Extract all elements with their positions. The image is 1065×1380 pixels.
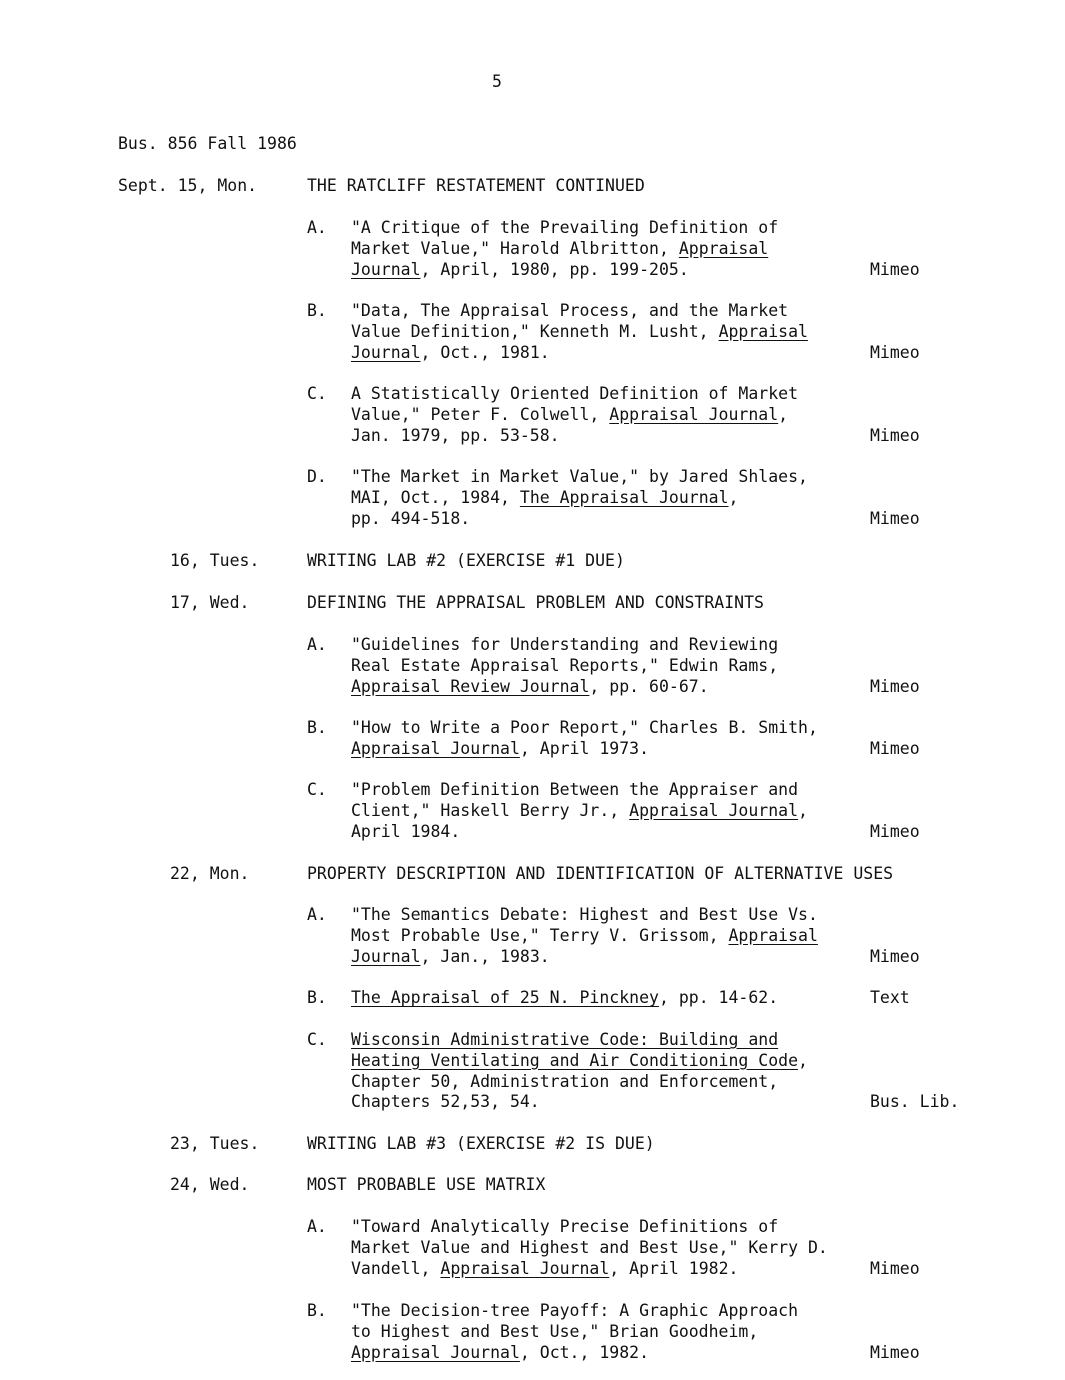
schedule-topic: WRITING LAB #3 (EXERCISE #2 IS DUE) bbox=[307, 1134, 655, 1153]
reading-source: Mimeo bbox=[870, 1258, 920, 1278]
reading-source: Mimeo bbox=[870, 946, 920, 966]
reading-source: Mimeo bbox=[870, 425, 920, 445]
citation-line bbox=[351, 405, 798, 426]
schedule-date: Sept. 15, Mon. bbox=[118, 176, 258, 195]
citation-line bbox=[351, 635, 778, 656]
citation-line bbox=[351, 218, 778, 239]
citation-text: , bbox=[798, 1050, 808, 1070]
reading-source: Mimeo bbox=[870, 676, 920, 696]
schedule-topic: WRITING LAB #2 (EXERCISE #1 DUE) bbox=[307, 551, 625, 570]
reading-letter: A. bbox=[307, 905, 327, 924]
citation-line bbox=[351, 322, 808, 343]
reading-source: Text bbox=[870, 988, 910, 1007]
schedule-date: 22, Mon. bbox=[170, 864, 250, 883]
citation-text: , Oct., 1981. bbox=[420, 342, 550, 362]
underlined-title: The Appraisal of 25 N. Pinckney bbox=[351, 988, 659, 1007]
underlined-title: Appraisal Journal bbox=[609, 404, 779, 424]
reading-source: Bus. Lib. bbox=[870, 1092, 960, 1112]
citation-text: MAI, Oct., 1984, bbox=[351, 487, 520, 507]
citation-line bbox=[351, 1343, 798, 1364]
underlined-title: Appraisal bbox=[678, 238, 769, 258]
citation-text: Chapter 50, Administration and Enforcement, bbox=[351, 1071, 779, 1091]
citation-line bbox=[351, 718, 818, 739]
reading-citation bbox=[351, 1217, 828, 1279]
citation-text: Market Value and Highest and Best Use," Kerry D. bbox=[351, 1237, 828, 1257]
schedule-topic: DEFINING THE APPRAISAL PROBLEM AND CONSTRAINTS bbox=[307, 593, 764, 612]
citation-line bbox=[351, 905, 818, 926]
citation-text: , April, 1980, pp. 199-205. bbox=[420, 259, 689, 279]
citation-line bbox=[351, 488, 808, 509]
reading-source: Mimeo bbox=[870, 342, 920, 362]
citation-line bbox=[351, 739, 818, 760]
citation-line bbox=[351, 988, 778, 1009]
citation-line bbox=[351, 780, 808, 801]
reading-letter: C. bbox=[307, 780, 327, 799]
reading-citation bbox=[351, 384, 798, 446]
schedule-date: 17, Wed. bbox=[170, 593, 250, 612]
page-number: 5 bbox=[492, 72, 502, 91]
citation-text: , Jan., 1983. bbox=[420, 946, 550, 966]
underlined-title: Appraisal Journal bbox=[440, 1258, 610, 1278]
reading-letter: B. bbox=[307, 301, 327, 320]
citation-text: Market Value," Harold Albritton, bbox=[351, 238, 679, 258]
reading-letter: B. bbox=[307, 1301, 327, 1320]
citation-text: Most Probable Use," Terry V. Grissom, bbox=[351, 925, 729, 945]
schedule-topic: PROPERTY DESCRIPTION AND IDENTIFICATION OF ALTERNATIVE USES bbox=[307, 864, 894, 883]
underlined-title: Appraisal Journal bbox=[351, 738, 520, 758]
schedule-topic: MOST PROBABLE USE MATRIX bbox=[307, 1175, 546, 1194]
citation-text: Jan. 1979, pp. 53-58. bbox=[351, 425, 560, 445]
citation-text: "Data, The Appraisal Process, and the Market bbox=[351, 301, 789, 320]
citation-text: , Oct., 1982. bbox=[519, 1342, 650, 1362]
reading-letter: C. bbox=[307, 384, 327, 403]
citation-text: , April 1973. bbox=[519, 738, 650, 758]
reading-letter: A. bbox=[307, 1217, 327, 1236]
reading-citation bbox=[351, 1030, 808, 1113]
citation-text: "The Semantics Debate: Highest and Best Use Vs. bbox=[351, 905, 818, 924]
reading-source: Mimeo bbox=[870, 508, 920, 528]
underlined-title: Journal bbox=[351, 342, 421, 362]
citation-line bbox=[351, 1030, 808, 1051]
citation-text: , bbox=[728, 487, 739, 507]
schedule-topic: THE RATCLIFF RESTATEMENT CONTINUED bbox=[307, 176, 645, 195]
citation-text: April 1984. bbox=[351, 821, 461, 841]
citation-text: Client," Haskell Berry Jr., bbox=[351, 800, 630, 820]
underlined-title: The Appraisal Journal bbox=[519, 487, 729, 507]
reading-source: Mimeo bbox=[870, 1342, 920, 1362]
citation-line bbox=[351, 426, 798, 447]
reading-citation bbox=[351, 1301, 798, 1363]
reading-citation bbox=[351, 635, 778, 697]
reading-citation bbox=[351, 988, 778, 1009]
citation-text: A Statistically Oriented Definition of Market bbox=[351, 384, 799, 403]
citation-line bbox=[351, 1238, 828, 1259]
citation-line bbox=[351, 1051, 808, 1072]
citation-text: "The Decision-tree Payoff: A Graphic Approach bbox=[351, 1301, 799, 1320]
citation-line bbox=[351, 467, 808, 488]
citation-text: Vandell, bbox=[351, 1258, 441, 1278]
reading-letter: C. bbox=[307, 1030, 327, 1049]
citation-line bbox=[351, 1259, 828, 1280]
reading-source: Mimeo bbox=[870, 821, 920, 841]
citation-text: to Highest and Best Use," Brian Goodheim, bbox=[351, 1321, 759, 1341]
citation-line bbox=[351, 947, 818, 968]
reading-citation bbox=[351, 718, 818, 760]
citation-line bbox=[351, 1092, 808, 1113]
reading-letter: B. bbox=[307, 718, 327, 737]
citation-line bbox=[351, 822, 808, 843]
underlined-title: Appraisal bbox=[718, 321, 808, 341]
schedule-date: 23, Tues. bbox=[170, 1134, 260, 1153]
citation-text: , pp. 14-62. bbox=[658, 988, 779, 1007]
citation-line bbox=[351, 1217, 828, 1238]
reading-source: Mimeo bbox=[870, 738, 920, 758]
reading-letter: A. bbox=[307, 635, 327, 654]
citation-text: , bbox=[778, 404, 789, 424]
schedule-date: 16, Tues. bbox=[170, 551, 260, 570]
citation-text: "How to Write a Poor Report," Charles B. Smith, bbox=[351, 718, 818, 737]
underlined-title: Appraisal Journal bbox=[629, 800, 799, 820]
citation-line bbox=[351, 656, 778, 677]
citation-line bbox=[351, 1322, 798, 1343]
citation-line bbox=[351, 677, 778, 698]
citation-text: Real Estate Appraisal Reports," Edwin Rams, bbox=[351, 655, 779, 675]
citation-text: pp. 494-518. bbox=[351, 508, 471, 528]
citation-line bbox=[351, 343, 808, 364]
underlined-title: Heating Ventilating and Air Conditioning Code bbox=[351, 1050, 799, 1070]
schedule-date: 24, Wed. bbox=[170, 1175, 250, 1194]
citation-text: "The Market in Market Value," by Jared Shlaes, bbox=[351, 467, 808, 486]
citation-line bbox=[351, 509, 808, 530]
course-header: Bus. 856 Fall 1986 bbox=[118, 134, 297, 153]
underlined-title: Appraisal bbox=[728, 925, 818, 945]
reading-citation bbox=[351, 780, 808, 842]
citation-text: "Toward Analytically Precise Definitions of bbox=[351, 1217, 779, 1236]
citation-text: , pp. 60-67. bbox=[589, 676, 709, 696]
reading-letter: A. bbox=[307, 218, 327, 237]
citation-line bbox=[351, 926, 818, 947]
citation-text: "A Critique of the Prevailing Definition of bbox=[351, 218, 779, 237]
reading-citation bbox=[351, 905, 818, 967]
reading-letter: B. bbox=[307, 988, 327, 1007]
citation-text: "Guidelines for Understanding and Reviewing bbox=[351, 635, 779, 654]
citation-text: Value Definition," Kenneth M. Lusht, bbox=[351, 321, 719, 341]
underlined-title: Wisconsin Administrative Code: Building and bbox=[351, 1030, 779, 1049]
citation-text: , April 1982. bbox=[609, 1258, 739, 1278]
underlined-title: Appraisal Review Journal bbox=[351, 676, 590, 696]
reading-letter: D. bbox=[307, 467, 327, 486]
reading-citation bbox=[351, 301, 808, 363]
underlined-title: Appraisal Journal bbox=[351, 1342, 520, 1362]
citation-line bbox=[351, 239, 778, 260]
citation-line bbox=[351, 1072, 808, 1093]
underlined-title: Journal bbox=[351, 946, 421, 966]
reading-citation bbox=[351, 467, 808, 529]
citation-line bbox=[351, 801, 808, 822]
underlined-title: Journal bbox=[351, 259, 421, 279]
reading-citation bbox=[351, 218, 778, 280]
citation-text: Chapters 52,53, 54. bbox=[351, 1092, 540, 1112]
citation-line bbox=[351, 260, 778, 281]
citation-text: "Problem Definition Between the Appraiser and bbox=[351, 780, 799, 799]
citation-text: Value," Peter F. Colwell, bbox=[351, 404, 610, 424]
citation-line bbox=[351, 1301, 798, 1322]
citation-line bbox=[351, 384, 798, 405]
citation-text: , bbox=[798, 800, 808, 820]
reading-source: Mimeo bbox=[870, 259, 920, 279]
citation-line bbox=[351, 301, 808, 322]
